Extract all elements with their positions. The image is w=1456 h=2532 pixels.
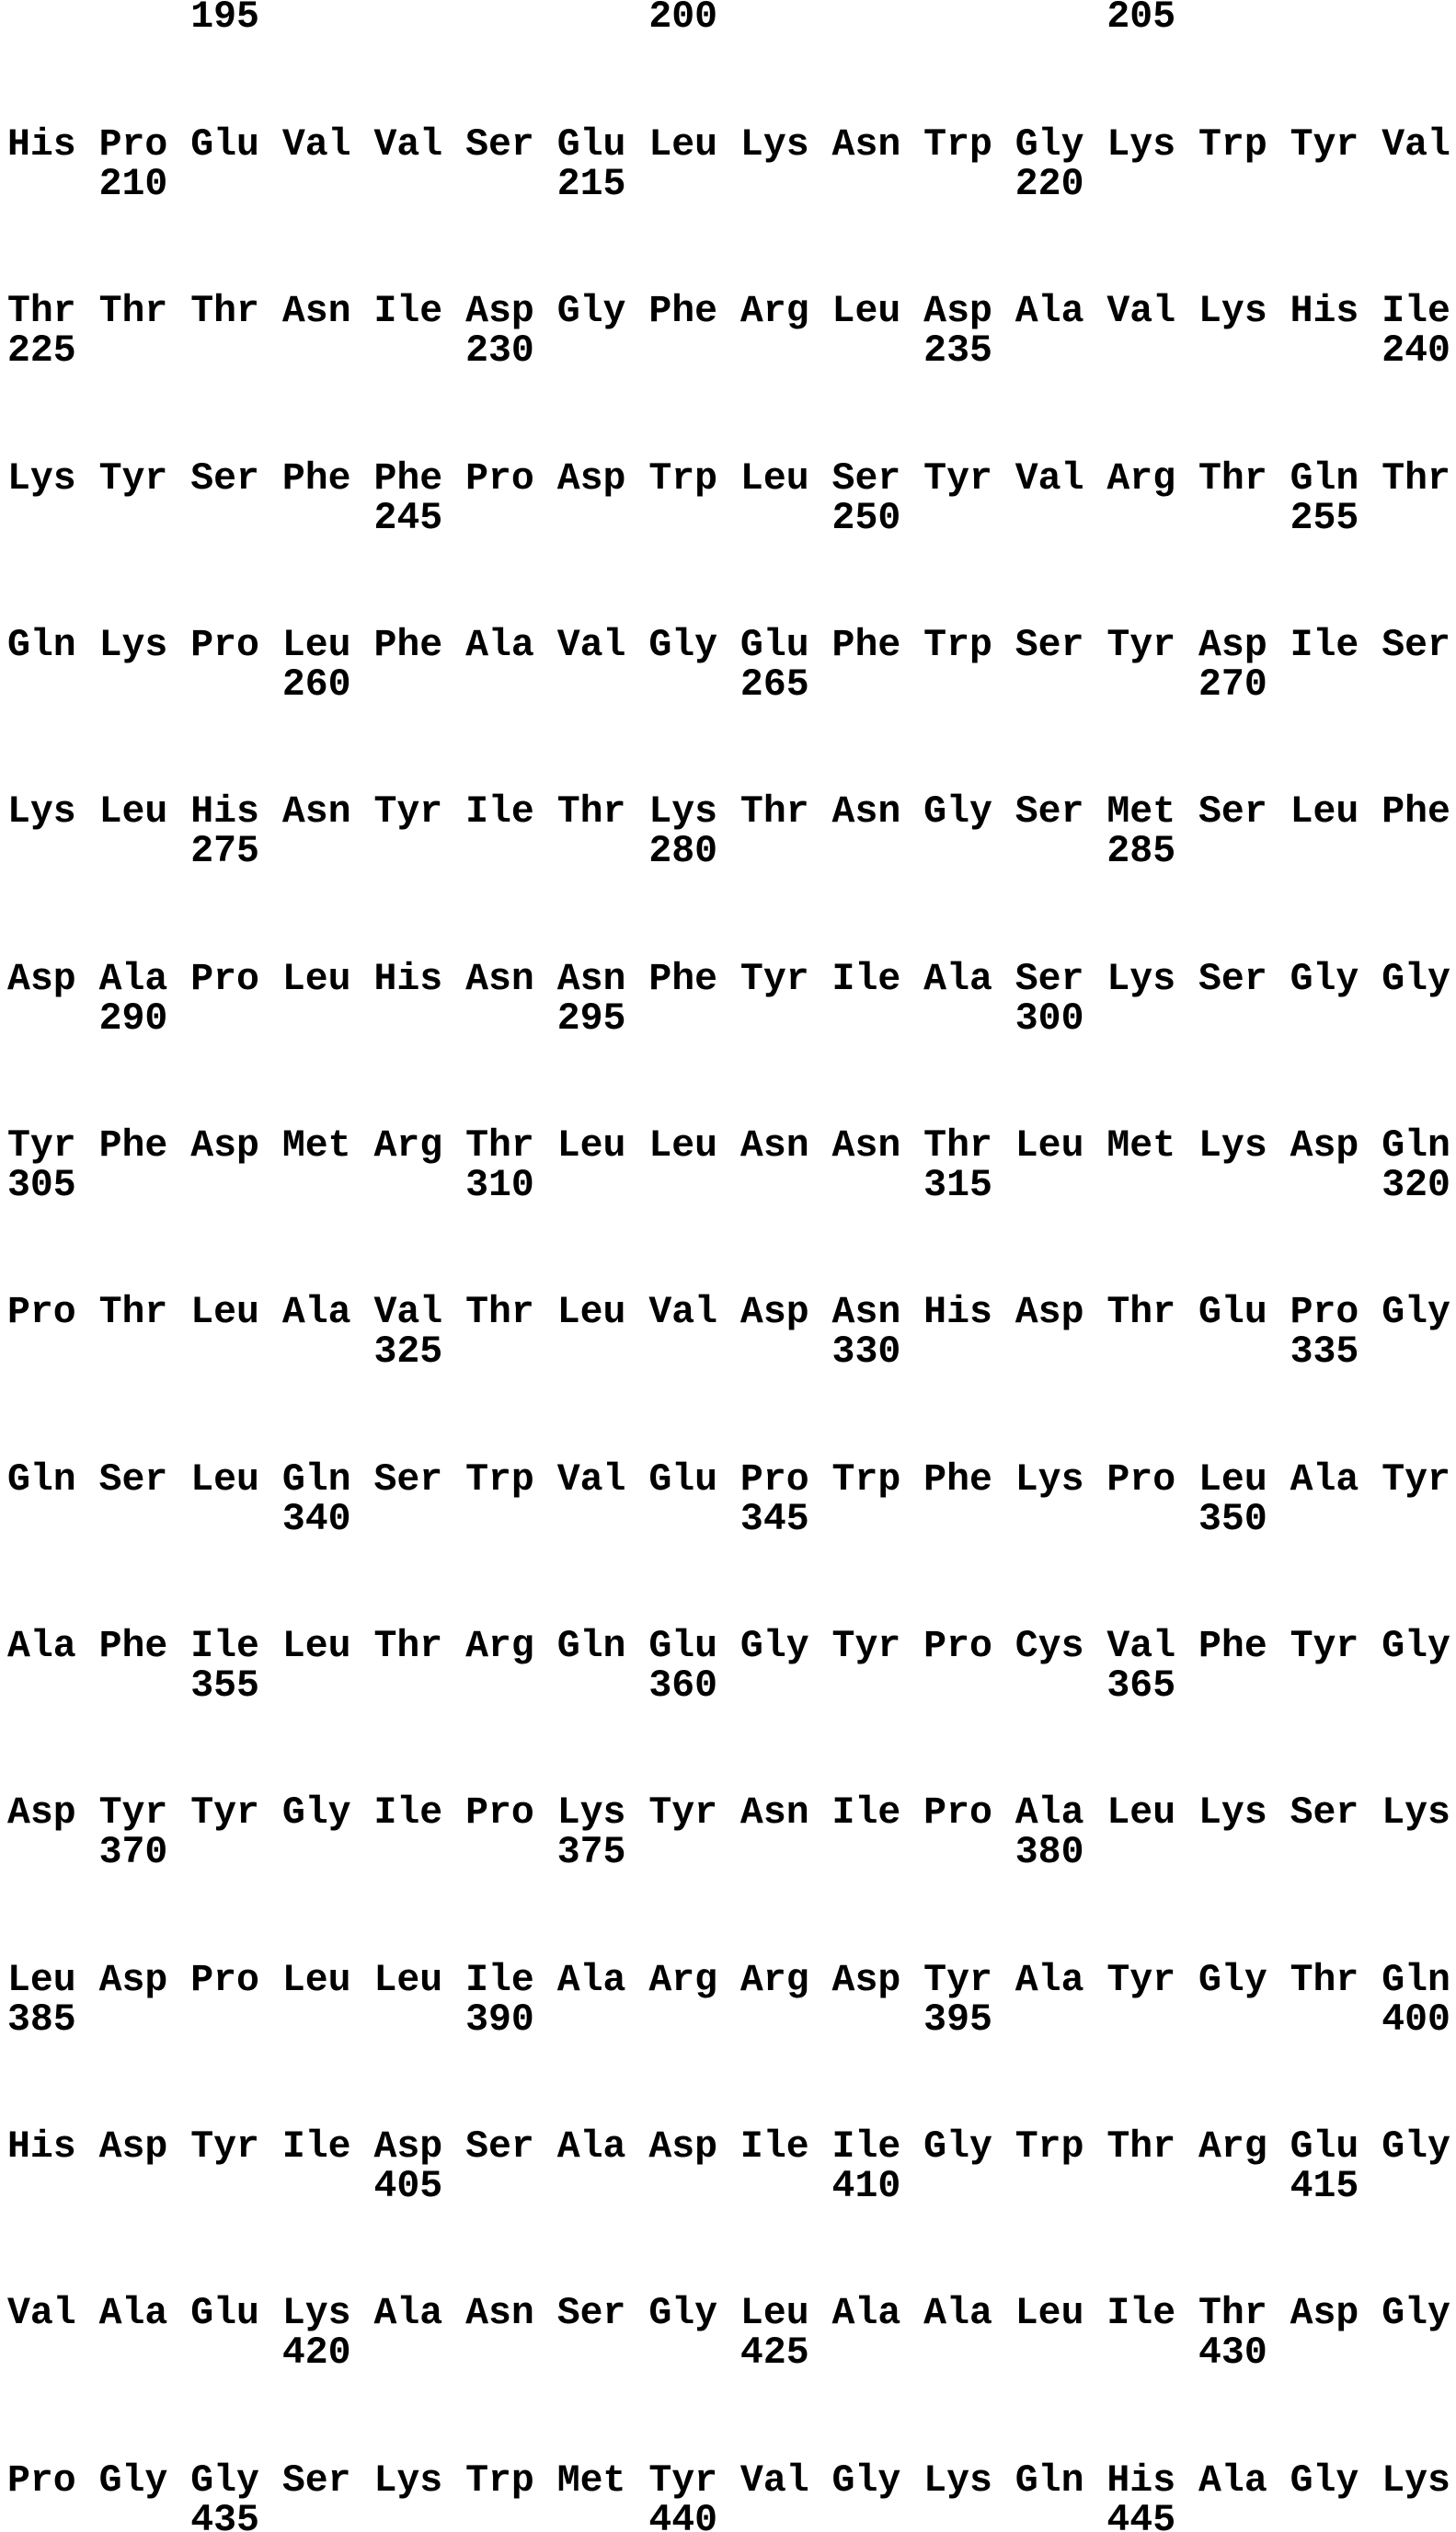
sequence-block	[7, 1627, 1456, 1706]
position-number-line: 305 310 315 320	[7, 1164, 1450, 1207]
residue-line: Asp Ala Pro Leu His Asn Asn Phe Tyr Ile Ala Ser Lys Ser Gly Gly	[7, 958, 1450, 1001]
position-number-line: 260 265 270	[7, 663, 1267, 707]
position-number-line: 275 280 285	[7, 830, 1176, 873]
sequence-block	[7, 2294, 1456, 2373]
sequence-block	[7, 626, 1456, 705]
residue-line: Val Ala Glu Lys Ala Asn Ser Gly Leu Ala Ala Leu Ile Thr Asp Gly	[7, 2292, 1450, 2335]
sequence-block-partial	[7, 0, 1456, 37]
sequence-block	[7, 2127, 1456, 2206]
residue-line: Ala Phe Ile Leu Thr Arg Gln Glu Gly Tyr Pro Cys Val Phe Tyr Gly	[7, 1625, 1450, 1668]
residue-line: Leu Asp Pro Leu Leu Ile Ala Arg Arg Asp Tyr Ala Tyr Gly Thr Gln	[7, 1959, 1450, 2002]
position-number-line: 420 425 430	[7, 2331, 1267, 2375]
position-number-line: 245 250 255	[7, 497, 1359, 540]
residue-line: Lys Leu His Asn Tyr Ile Thr Lys Thr Asn Gly Ser Met Ser Leu Phe	[7, 790, 1450, 834]
sequence-block	[7, 1793, 1456, 1872]
position-number-line: 385 390 395 400	[7, 1998, 1450, 2042]
sequence-block	[7, 2461, 1456, 2532]
residue-line: Pro Thr Leu Ala Val Thr Leu Val Asp Asn His Asp Thr Glu Pro Gly	[7, 1291, 1450, 1334]
position-number-line: 195 200 205	[7, 0, 1176, 39]
position-number-line: 290 295 300	[7, 997, 1084, 1041]
residue-line: Gln Lys Pro Leu Phe Ala Val Gly Glu Phe Trp Ser Tyr Asp Ile Ser	[7, 624, 1450, 667]
residue-line: Pro Gly Gly Ser Lys Trp Met Tyr Val Gly Lys Gln His Ala Gly Lys	[7, 2459, 1450, 2503]
residue-line: His Pro Glu Val Val Ser Glu Leu Lys Asn Trp Gly Lys Trp Tyr Val	[7, 123, 1450, 167]
sequence-block	[7, 125, 1456, 204]
position-number-line: 435 440 445	[7, 2499, 1176, 2532]
position-number-line: 225 230 235 240	[7, 329, 1450, 373]
sequence-block	[7, 1126, 1456, 1205]
sequence-block	[7, 1460, 1456, 1539]
sequence-block	[7, 792, 1456, 871]
sequence-block	[7, 960, 1456, 1039]
position-number-line: 355 360 365	[7, 1664, 1176, 1708]
sequence-block	[7, 1961, 1456, 2040]
position-number-line: 405 410 415	[7, 2165, 1359, 2208]
residue-line: Lys Tyr Ser Phe Phe Pro Asp Trp Leu Ser Tyr Val Arg Thr Gln Thr	[7, 457, 1450, 501]
residue-line: Tyr Phe Asp Met Arg Thr Leu Leu Asn Asn Thr Leu Met Lys Asp Gln	[7, 1124, 1450, 1168]
residue-line: Thr Thr Thr Asn Ile Asp Gly Phe Arg Leu Asp Ala Val Lys His Ile	[7, 290, 1450, 333]
position-number-line: 340 345 350	[7, 1498, 1267, 1541]
position-number-line: 370 375 380	[7, 1831, 1084, 1874]
sequence-block	[7, 459, 1456, 538]
residue-line: His Asp Tyr Ile Asp Ser Ala Asp Ile Ile Gly Trp Thr Arg Glu Gly	[7, 2125, 1450, 2169]
position-number-line: 325 330 335	[7, 1330, 1359, 1374]
sequence-block	[7, 1293, 1456, 1372]
position-number-line: 210 215 220	[7, 163, 1084, 206]
sequence-block	[7, 292, 1456, 371]
residue-line: Gln Ser Leu Gln Ser Trp Val Glu Pro Trp Phe Lys Pro Leu Ala Tyr	[7, 1458, 1450, 1502]
residue-line: Asp Tyr Tyr Gly Ile Pro Lys Tyr Asn Ile Pro Ala Leu Lys Ser Lys	[7, 1791, 1450, 1835]
